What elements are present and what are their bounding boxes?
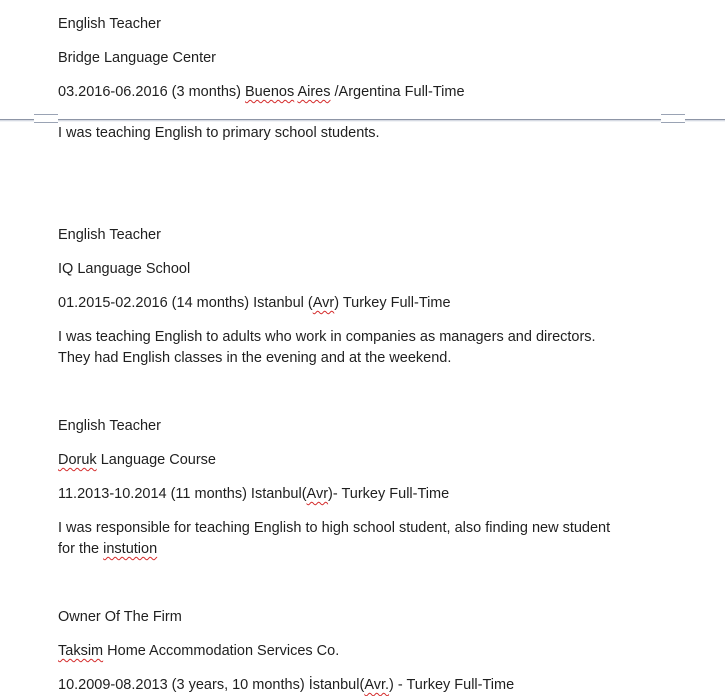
entry-4-company-text: Home Accommodation Services Co. <box>103 643 340 659</box>
entry-3-description-text: for the <box>58 541 104 557</box>
page-break-shadow <box>0 120 725 122</box>
entry-2-period <box>58 294 451 312</box>
entry-3-period <box>58 485 449 503</box>
entry-4-title: Owner Of The Firm <box>58 609 182 625</box>
entry-2-title: English Teacher <box>58 227 161 243</box>
entry-4-period-part: ) - Turkey Full-Time <box>389 677 515 693</box>
entry-1-title: English Teacher <box>58 16 161 32</box>
right-margin-marker[interactable] <box>661 114 685 123</box>
misspelled-word[interactable]: Aires <box>297 84 331 100</box>
entry-2-company-text: IQ Language School <box>58 261 191 277</box>
entry-2-description-line-1: I was teaching English to adults who work in companies as managers and directors. <box>58 329 596 345</box>
entry-2-period-part: ) Turkey Full-Time <box>334 295 451 311</box>
entry-1-period-part: 03.2016-06.2016 (3 months) <box>58 84 246 100</box>
entry-4-company <box>58 642 339 660</box>
entry-3-period-part: 11.2013-10.2014 (11 months) Istanbul( <box>58 486 307 502</box>
entry-2-company <box>58 260 190 278</box>
entry-4-period <box>58 676 514 694</box>
entry-3-company-text: Language Course <box>96 452 217 468</box>
entry-3-period-part: )- Turkey Full-Time <box>328 486 450 502</box>
entry-1-company <box>58 49 216 67</box>
entry-1-company-text: Bridge Language Center <box>58 50 217 66</box>
misspelled-word[interactable]: Avr. <box>364 677 390 693</box>
entry-4-period-part: 10.2009-08.2013 (3 years, 10 months) <box>58 677 309 693</box>
misspelled-word[interactable]: instution <box>103 541 158 557</box>
entry-2-period-part: 01.2015-02.2016 (14 months) Istanbul ( <box>58 295 313 311</box>
entry-3-company <box>58 451 216 469</box>
misspelled-word[interactable]: Buenos <box>245 84 295 100</box>
entry-3-title: English Teacher <box>58 418 161 434</box>
left-margin-marker[interactable] <box>34 114 58 123</box>
entry-1-period-part: /Argentina Full-Time <box>330 84 465 100</box>
entry-3-description-line-1 <box>58 519 610 537</box>
misspelled-word[interactable]: Avr <box>306 486 329 502</box>
misspelled-word[interactable]: Avr <box>312 295 335 311</box>
entry-1-period <box>58 83 465 101</box>
misspelled-word[interactable]: Taksim <box>58 643 104 659</box>
entry-2-description-line-2: They had English classes in the evening and at the weekend. <box>58 350 452 366</box>
entry-3-description-text: I was responsible for teaching English to high school student, also finding new student <box>58 520 611 536</box>
misspelled-word[interactable]: Doruk <box>58 452 97 468</box>
entry-4-period-part: İstanbul( <box>308 677 365 693</box>
entry-3-description-line-2 <box>58 540 157 558</box>
entry-1-description: I was teaching English to primary school students. <box>58 125 380 141</box>
